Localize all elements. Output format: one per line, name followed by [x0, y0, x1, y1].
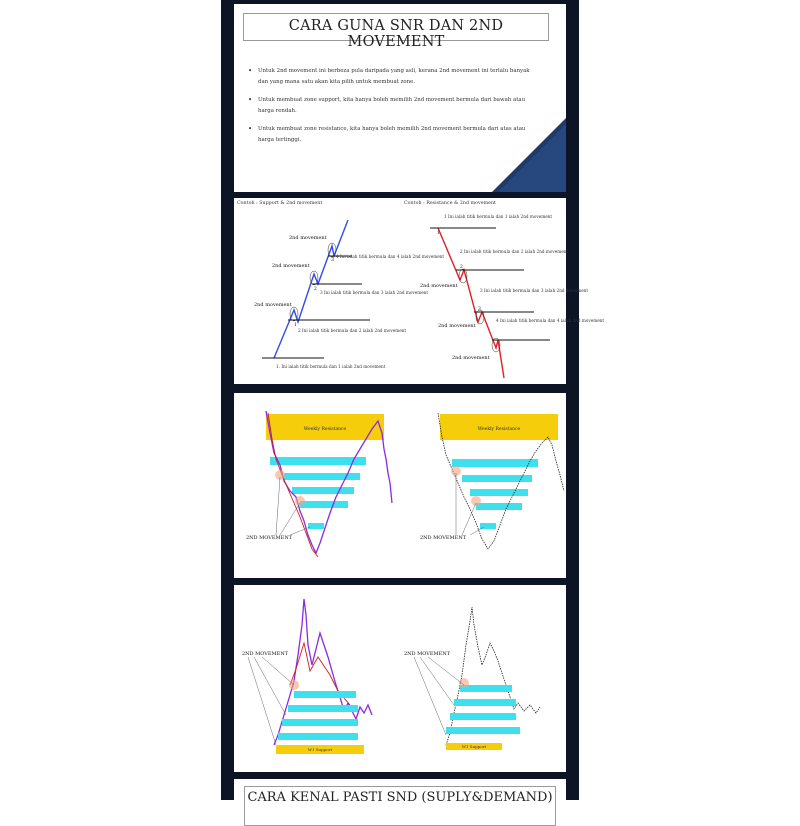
movement-highlight [295, 496, 305, 506]
movement-highlight [459, 678, 469, 688]
cyan-zone [308, 523, 324, 529]
movement-label: 2nd movement [254, 302, 292, 308]
slide-1-title-box [243, 13, 549, 50]
cyan-zone [292, 487, 354, 494]
movement-label: 2nd movement [272, 263, 310, 269]
resistance-diagram-title: Contoh : Resistance & 2nd movement [404, 201, 496, 206]
movement-note: 2 Ini ialah titik bermula dan 2 ialah 2nd movement [460, 249, 569, 254]
slide-5-title-box [244, 786, 556, 826]
movement-note: 1 Ini ialah titik bermula dan 1 ialah 2nd movement [444, 214, 553, 219]
cyan-zone [470, 489, 528, 496]
pointer-line [254, 657, 286, 715]
pointer-line [280, 503, 300, 535]
movement-note: 3 Ini ialah titik bermula dan 3 ialah 2nd movement [320, 290, 429, 295]
movement-note: 4 Ini ialah titik bermula dan 4 ialah 2nd movement [496, 318, 605, 323]
pointer-line [428, 657, 464, 685]
movement-note: 3 Ini ialah titik bermula dan 3 ialah 2nd movement [480, 288, 589, 293]
slide-2 [234, 198, 605, 384]
slide-5 [234, 779, 566, 809]
chart-caption: 2ND MOVEMENT [420, 535, 467, 541]
resistance-chart-right [420, 413, 564, 549]
pointer-line [470, 527, 484, 535]
movement-note: 4 Ini ialah titik bermula dan 4 ialah 2nd movement [336, 254, 445, 259]
zone-label: W1 Support [461, 744, 487, 749]
zone-label: Weekly Resistance [303, 427, 347, 432]
corner-triangle-decoration-inner [498, 124, 566, 192]
movement-label: 2nd movement [438, 323, 476, 329]
zone-label: W1 Support [307, 747, 333, 752]
point-number: 1 [437, 231, 440, 236]
chart-caption: 2ND MOVEMENT [242, 651, 289, 657]
bullet-item: • Untuk membuat zone support, kita hanya boleh memilih 2nd movement bermula dari bawah atau harga rendah. [248, 95, 534, 117]
slide-1-title: CARA GUNA SNR DAN 2ND MOVEMENT [288, 18, 504, 50]
cyan-zone [450, 713, 516, 720]
cyan-zone [282, 719, 358, 726]
cyan-zone [446, 727, 520, 734]
support-chart-left [242, 599, 372, 754]
cyan-zone [452, 459, 538, 467]
point-number: 3 [331, 258, 334, 263]
pointer-line [262, 657, 294, 685]
cyan-zone [462, 475, 532, 482]
cyan-zone [278, 733, 358, 740]
point-number: 3 [478, 307, 481, 312]
bullet-item: • Untuk membuat zone resistance, kita hanya boleh memilih 2nd movement bermula dari atas atau harga tertinggi. [248, 124, 534, 146]
cyan-zone [284, 473, 360, 480]
point-number: 2 [460, 265, 463, 270]
point-number: 2 [314, 287, 317, 292]
support-diagram [254, 220, 444, 369]
cyan-zone [300, 501, 348, 508]
cyan-zone [476, 503, 522, 510]
movement-label: 2nd movement [289, 235, 327, 241]
chart-caption: 2ND MOVEMENT [404, 651, 451, 657]
movement-note: 2 Ini ialah titik bermula dan 2 ialah 2nd movement [298, 328, 407, 333]
slide-5-title: CARA KENAL PASTI SND (SUPLY&DEMAND) [247, 790, 553, 805]
point-number: 1 [294, 323, 297, 328]
slide-2-diagrams [234, 198, 605, 384]
slide-1 [234, 4, 566, 192]
slide-4 [234, 585, 566, 772]
zone-label: Weekly Resistance [477, 427, 521, 432]
pointer-line [248, 657, 276, 745]
cyan-zone [294, 691, 356, 698]
support-chart-right [404, 607, 540, 750]
chart-caption: 2ND MOVEMENT [246, 535, 293, 541]
movement-label: 2nd movement [452, 355, 490, 361]
cyan-zone [288, 705, 358, 712]
resistance-chart-left [246, 411, 392, 557]
movement-highlight [471, 496, 481, 506]
movement-note: 1. Ini ialah titik bermula dan 1 ialah 2nd movement [276, 364, 386, 369]
slide-4-charts [234, 585, 566, 772]
slide-3 [234, 393, 566, 578]
support-diagram-title: Contoh : Support & 2nd movement [237, 201, 323, 206]
price-candles [446, 607, 540, 745]
cyan-zone [454, 699, 516, 706]
slide-3-charts [234, 393, 566, 578]
pointer-line [276, 477, 280, 535]
bullet-item: • Untuk 2nd movement ini berbeza pula daripada yang asli, kerana 2nd movement ini terlalu banyak dan yang mana satu akan kita pilih untuk membuat zone. [248, 66, 534, 88]
movement-label: 2nd movement [420, 283, 458, 289]
pointer-line [414, 657, 446, 735]
